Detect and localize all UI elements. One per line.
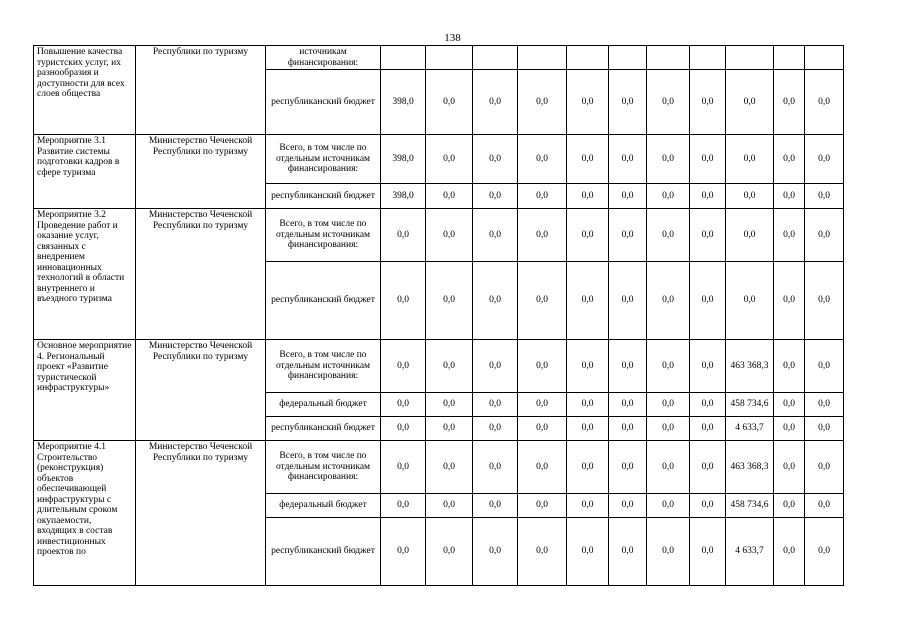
value-cell: 0,0 bbox=[690, 441, 726, 494]
value-cell: 0,0 bbox=[726, 209, 774, 262]
value-cell bbox=[381, 46, 426, 70]
funding-source: источникам финансирования: bbox=[266, 46, 381, 70]
value-cell bbox=[774, 46, 805, 70]
activity-name: Повышение качества туристских услуг, их разнообразия и доступности для всех слоев общества bbox=[34, 46, 136, 135]
funding-source: Всего, в том числе по отдельным источникам финансирования: bbox=[266, 340, 381, 393]
value-cell: 0,0 bbox=[805, 262, 844, 340]
value-cell: 0,0 bbox=[426, 340, 473, 393]
value-cell: 0,0 bbox=[726, 184, 774, 209]
value-cell: 0,0 bbox=[774, 262, 805, 340]
value-cell: 0,0 bbox=[690, 340, 726, 393]
value-cell: 0,0 bbox=[726, 135, 774, 184]
value-cell: 0,0 bbox=[805, 393, 844, 417]
value-cell: 0,0 bbox=[690, 417, 726, 441]
funding-source: республиканский бюджет bbox=[266, 417, 381, 441]
funding-source: Всего, в том числе по отдельным источникам финансирования: bbox=[266, 135, 381, 184]
value-cell: 0,0 bbox=[381, 209, 426, 262]
value-cell: 0,0 bbox=[774, 184, 805, 209]
value-cell: 0,0 bbox=[518, 441, 567, 494]
activity-name: Мероприятие 3.2 Проведение работ и оказание услуг, связанных с внедрением инновационных технологий в области внутреннего и въездного туризма bbox=[34, 209, 136, 340]
value-cell: 0,0 bbox=[774, 441, 805, 494]
value-cell bbox=[426, 46, 473, 70]
value-cell: 0,0 bbox=[609, 209, 647, 262]
value-cell: 0,0 bbox=[567, 135, 609, 184]
value-cell: 0,0 bbox=[805, 135, 844, 184]
value-cell: 0,0 bbox=[805, 70, 844, 135]
value-cell: 0,0 bbox=[690, 184, 726, 209]
value-cell: 0,0 bbox=[518, 209, 567, 262]
funding-source: Всего, в том числе по отдельным источникам финансирования: bbox=[266, 441, 381, 494]
value-cell: 0,0 bbox=[805, 417, 844, 441]
value-cell: 0,0 bbox=[567, 441, 609, 494]
value-cell: 0,0 bbox=[473, 518, 518, 586]
value-cell: 0,0 bbox=[774, 209, 805, 262]
value-cell: 0,0 bbox=[774, 417, 805, 441]
value-cell: 0,0 bbox=[473, 393, 518, 417]
value-cell: 0,0 bbox=[473, 70, 518, 135]
value-cell: 0,0 bbox=[647, 393, 690, 417]
value-cell: 0,0 bbox=[381, 441, 426, 494]
value-cell: 0,0 bbox=[518, 184, 567, 209]
value-cell: 0,0 bbox=[567, 393, 609, 417]
value-cell: 0,0 bbox=[647, 184, 690, 209]
value-cell: 0,0 bbox=[647, 518, 690, 586]
value-cell: 0,0 bbox=[609, 70, 647, 135]
value-cell: 4 633,7 bbox=[726, 518, 774, 586]
value-cell: 0,0 bbox=[518, 70, 567, 135]
value-cell: 0,0 bbox=[518, 262, 567, 340]
table-row bbox=[34, 209, 844, 262]
executor: Министерство Чеченской Республики по туризму bbox=[136, 209, 266, 340]
value-cell: 0,0 bbox=[426, 494, 473, 518]
value-cell: 0,0 bbox=[518, 340, 567, 393]
value-cell: 0,0 bbox=[690, 393, 726, 417]
value-cell: 0,0 bbox=[609, 262, 647, 340]
value-cell: 0,0 bbox=[567, 340, 609, 393]
value-cell: 0,0 bbox=[426, 441, 473, 494]
value-cell: 0,0 bbox=[609, 184, 647, 209]
value-cell: 0,0 bbox=[609, 340, 647, 393]
value-cell bbox=[518, 46, 567, 70]
table-row bbox=[34, 135, 844, 184]
value-cell: 458 734,6 bbox=[726, 393, 774, 417]
value-cell: 0,0 bbox=[726, 70, 774, 135]
value-cell bbox=[726, 46, 774, 70]
value-cell: 0,0 bbox=[647, 494, 690, 518]
value-cell: 0,0 bbox=[426, 184, 473, 209]
executor: Министерство Чеченской Республики по туризму bbox=[136, 441, 266, 586]
value-cell: 0,0 bbox=[609, 441, 647, 494]
value-cell bbox=[567, 46, 609, 70]
value-cell: 0,0 bbox=[518, 135, 567, 184]
value-cell: 0,0 bbox=[805, 518, 844, 586]
value-cell: 0,0 bbox=[381, 393, 426, 417]
value-cell: 0,0 bbox=[805, 441, 844, 494]
funding-source: республиканский бюджет bbox=[266, 70, 381, 135]
executor: Министерство Чеченской Республики по туризму bbox=[136, 340, 266, 441]
value-cell: 0,0 bbox=[473, 340, 518, 393]
value-cell bbox=[690, 46, 726, 70]
value-cell: 0,0 bbox=[426, 393, 473, 417]
value-cell: 0,0 bbox=[609, 518, 647, 586]
value-cell: 0,0 bbox=[805, 340, 844, 393]
value-cell: 0,0 bbox=[647, 417, 690, 441]
activity-name: Мероприятие 4.1 Строительство (реконструкция) объектов обеспечивающей инфраструктуры с длительным сроком окупаемости, входящих в состав инвестиционных проектов по bbox=[34, 441, 136, 586]
table-row bbox=[34, 340, 844, 393]
value-cell: 0,0 bbox=[473, 417, 518, 441]
value-cell: 0,0 bbox=[426, 70, 473, 135]
value-cell: 0,0 bbox=[381, 340, 426, 393]
executor: Республики по туризму bbox=[136, 46, 266, 135]
page-number: 138 bbox=[444, 32, 461, 44]
funding-source: республиканский бюджет bbox=[266, 184, 381, 209]
funding-source: федеральный бюджет bbox=[266, 494, 381, 518]
value-cell: 0,0 bbox=[473, 184, 518, 209]
value-cell: 0,0 bbox=[426, 209, 473, 262]
value-cell: 0,0 bbox=[774, 340, 805, 393]
value-cell: 0,0 bbox=[381, 518, 426, 586]
value-cell bbox=[805, 46, 844, 70]
value-cell: 0,0 bbox=[609, 494, 647, 518]
value-cell: 0,0 bbox=[426, 417, 473, 441]
value-cell: 0,0 bbox=[805, 209, 844, 262]
value-cell: 0,0 bbox=[381, 262, 426, 340]
value-cell: 463 368,3 bbox=[726, 340, 774, 393]
value-cell: 0,0 bbox=[567, 518, 609, 586]
value-cell: 0,0 bbox=[567, 184, 609, 209]
activity-name: Мероприятие 3.1 Развитие системы подготовки кадров в сфере туризма bbox=[34, 135, 136, 209]
value-cell: 0,0 bbox=[567, 262, 609, 340]
value-cell: 0,0 bbox=[805, 494, 844, 518]
value-cell: 0,0 bbox=[647, 441, 690, 494]
value-cell: 398,0 bbox=[381, 70, 426, 135]
value-cell: 0,0 bbox=[473, 494, 518, 518]
value-cell: 0,0 bbox=[690, 518, 726, 586]
value-cell: 0,0 bbox=[381, 494, 426, 518]
table-row bbox=[34, 46, 844, 70]
funding-source: федеральный бюджет bbox=[266, 393, 381, 417]
value-cell: 0,0 bbox=[690, 70, 726, 135]
value-cell: 0,0 bbox=[774, 494, 805, 518]
value-cell bbox=[609, 46, 647, 70]
value-cell bbox=[647, 46, 690, 70]
funding-source: республиканский бюджет bbox=[266, 518, 381, 586]
value-cell: 0,0 bbox=[609, 135, 647, 184]
table-row bbox=[34, 441, 844, 494]
executor: Министерство Чеченской Республики по туризму bbox=[136, 135, 266, 209]
value-cell: 0,0 bbox=[805, 184, 844, 209]
value-cell: 0,0 bbox=[518, 393, 567, 417]
value-cell: 0,0 bbox=[647, 340, 690, 393]
value-cell: 0,0 bbox=[647, 135, 690, 184]
value-cell: 0,0 bbox=[774, 70, 805, 135]
value-cell: 0,0 bbox=[609, 417, 647, 441]
value-cell: 0,0 bbox=[518, 417, 567, 441]
funding-table bbox=[33, 45, 844, 586]
value-cell: 0,0 bbox=[774, 518, 805, 586]
value-cell: 0,0 bbox=[690, 262, 726, 340]
value-cell: 0,0 bbox=[518, 494, 567, 518]
value-cell: 0,0 bbox=[426, 262, 473, 340]
value-cell: 0,0 bbox=[426, 135, 473, 184]
value-cell: 398,0 bbox=[381, 135, 426, 184]
value-cell: 0,0 bbox=[567, 209, 609, 262]
value-cell: 0,0 bbox=[647, 70, 690, 135]
value-cell: 0,0 bbox=[647, 209, 690, 262]
value-cell: 0,0 bbox=[473, 135, 518, 184]
value-cell: 0,0 bbox=[609, 393, 647, 417]
value-cell: 0,0 bbox=[473, 441, 518, 494]
value-cell: 4 633,7 bbox=[726, 417, 774, 441]
value-cell: 0,0 bbox=[426, 518, 473, 586]
value-cell: 0,0 bbox=[726, 262, 774, 340]
value-cell bbox=[473, 46, 518, 70]
value-cell: 0,0 bbox=[567, 417, 609, 441]
value-cell: 0,0 bbox=[381, 417, 426, 441]
value-cell: 458 734,6 bbox=[726, 494, 774, 518]
value-cell: 398,0 bbox=[381, 184, 426, 209]
value-cell: 0,0 bbox=[647, 262, 690, 340]
value-cell: 0,0 bbox=[774, 135, 805, 184]
value-cell: 0,0 bbox=[567, 494, 609, 518]
value-cell: 0,0 bbox=[690, 494, 726, 518]
activity-name: Основное мероприятие 4. Региональный проект «Развитие туристической инфраструктуры» bbox=[34, 340, 136, 441]
value-cell: 463 368,3 bbox=[726, 441, 774, 494]
value-cell: 0,0 bbox=[690, 209, 726, 262]
value-cell: 0,0 bbox=[473, 209, 518, 262]
value-cell: 0,0 bbox=[774, 393, 805, 417]
value-cell: 0,0 bbox=[567, 70, 609, 135]
value-cell: 0,0 bbox=[690, 135, 726, 184]
funding-source: республиканский бюджет bbox=[266, 262, 381, 340]
value-cell: 0,0 bbox=[473, 262, 518, 340]
value-cell: 0,0 bbox=[518, 518, 567, 586]
funding-source: Всего, в том числе по отдельным источникам финансирования: bbox=[266, 209, 381, 262]
